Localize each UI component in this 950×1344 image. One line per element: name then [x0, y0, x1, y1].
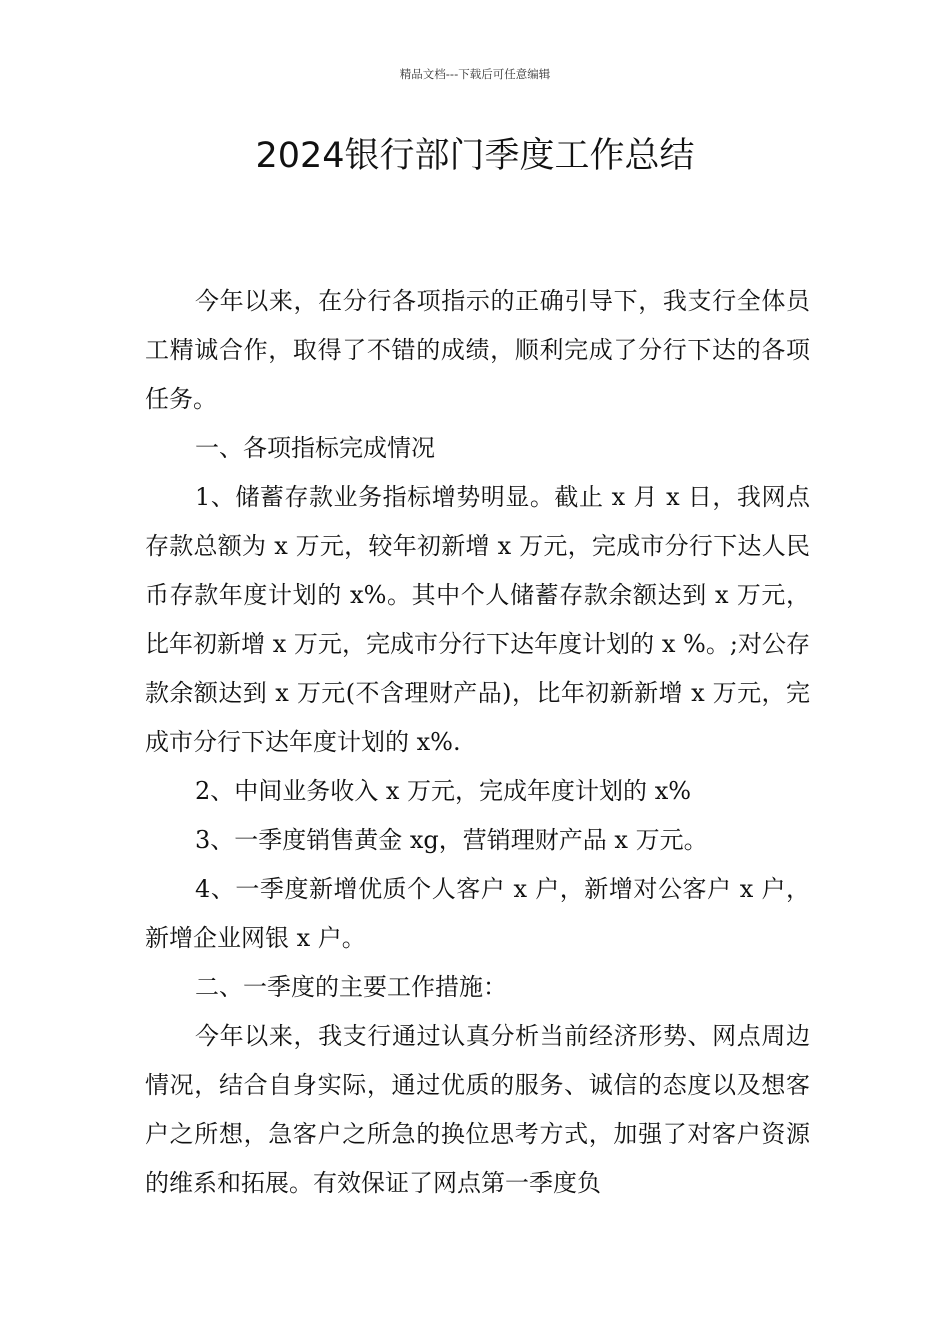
section-heading-2: 二、一季度的主要工作措施：	[195, 973, 507, 1001]
header-note: 精品文档---下载后可任意编辑	[399, 67, 551, 81]
document-body	[145, 277, 810, 1208]
paragraph-measures: 今年以来，我支行通过认真分析当前经济形势、网点周边情况，结合自身实际，通过优质的服务、诚信的态度以及想客户之所想，急客户之所急的换位思考方式，加强了对客户资源的维系和拓展。有效保证了网点第一季度负	[145, 1022, 810, 1197]
paragraph-item-4: 4、一季度新增优质个人客户 x 户，新增对公客户 x 户，新增企业网银 x 户。	[145, 875, 810, 952]
document-title: 2024银行部门季度工作总结	[255, 136, 695, 176]
section-heading-1: 一、各项指标完成情况	[195, 434, 435, 462]
paragraph-item-2: 2、中间业务收入 x 万元，完成年度计划的 x%	[195, 777, 692, 805]
paragraph-intro: 今年以来，在分行各项指示的正确引导下，我支行全体员工精诚合作，取得了不错的成绩，顺利完成了分行下达的各项任务。	[145, 287, 810, 413]
paragraph-item-3: 3、一季度销售黄金 xg，营销理财产品 x 万元。	[195, 826, 708, 854]
paragraph-item-1: 1、储蓄存款业务指标增势明显。截止 x 月 x 日，我网点存款总额为 x 万元，较年初新增 x 万元，完成市分行下达人民币存款年度计划的 x%。其中个人储蓄存款余额达到 x 万元，比年初新增 x 万元，完成市分行下达年度计划的 x %。;对公存款余额达到 x 万元(不含理财产品)，比年初新新增 x 万元，完成市分行下达年度计划的 x%.	[145, 483, 810, 756]
